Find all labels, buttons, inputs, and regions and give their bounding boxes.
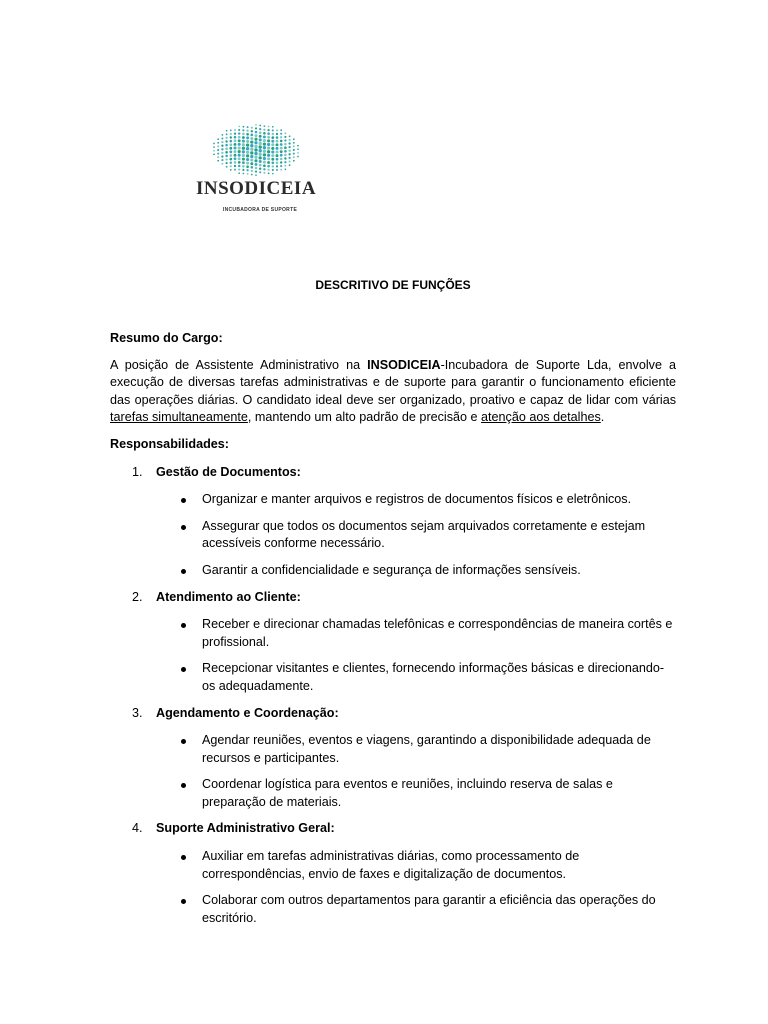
bullet-list xyxy=(110,732,676,811)
section-title-text: Gestão de Documentos: xyxy=(156,464,301,479)
logo-dot xyxy=(272,169,274,171)
bullet-icon xyxy=(181,855,186,860)
section-agendamento xyxy=(110,705,676,812)
logo-dot xyxy=(289,157,291,159)
logo-dot xyxy=(263,139,266,142)
logo-dot xyxy=(276,129,278,131)
logo-dot xyxy=(276,143,279,146)
logo-dot xyxy=(238,172,240,174)
logo-dot xyxy=(263,142,266,145)
logo-dot xyxy=(221,155,223,157)
section-number: 1. xyxy=(132,464,143,479)
list-item xyxy=(110,491,676,509)
logo-dot xyxy=(263,172,265,174)
logo-dot xyxy=(242,165,245,168)
logo-dot xyxy=(250,134,253,137)
logo-dot xyxy=(242,154,245,157)
logo-dot xyxy=(259,135,262,138)
logo-dot xyxy=(254,156,257,159)
logo-dot xyxy=(267,169,269,171)
logo-dot xyxy=(280,158,283,161)
logo-dot xyxy=(238,161,241,164)
logo-dot xyxy=(271,161,274,164)
logo-dot xyxy=(259,145,262,148)
list-item-text: Agendar reuniões, eventos e viagens, garantindo a disponibilidade adequada de recursos e participantes. xyxy=(202,733,651,765)
section-atendimento xyxy=(110,589,676,696)
logo-dot xyxy=(288,142,290,144)
logo-dot xyxy=(255,124,257,126)
underlined-text-2: atenção aos detalhes xyxy=(481,410,601,425)
section-title xyxy=(110,589,676,607)
section-number: 4. xyxy=(132,821,143,836)
bullet-icon xyxy=(181,498,186,503)
company-name: INSODICEIA xyxy=(367,357,441,372)
section-title-text: Atendimento ao Cliente: xyxy=(156,589,301,604)
section-gestao xyxy=(110,464,676,580)
logo-dot xyxy=(276,165,278,167)
logo-dot xyxy=(259,138,262,141)
logo-dot xyxy=(230,133,232,135)
logo-dot xyxy=(242,150,245,153)
logo-dot xyxy=(238,139,241,142)
logo-dot xyxy=(238,129,240,131)
logo-dot xyxy=(263,129,265,131)
logo-dot xyxy=(272,165,274,167)
logo-dot xyxy=(251,174,253,176)
logo-dot xyxy=(259,149,262,152)
logo-dot xyxy=(221,148,223,150)
logo-dot xyxy=(242,158,245,161)
logo-dot xyxy=(280,165,282,167)
list-item-text: Recepcionar visitantes e clientes, fornecendo informações básicas e direcionando-os adequadamente. xyxy=(202,661,665,693)
logo-dot xyxy=(280,161,282,163)
logo-dot xyxy=(221,145,223,147)
logo-dot xyxy=(280,140,283,143)
logo-dot xyxy=(217,153,219,155)
logo-dot xyxy=(230,169,232,171)
logo-dot xyxy=(246,158,249,161)
logo-dot xyxy=(229,151,232,154)
list-item-text: Coordenar logística para eventos e reuniões, incluindo reserva de salas e preparação de materiais. xyxy=(202,777,613,809)
logo-dot xyxy=(225,147,228,150)
document-body xyxy=(110,330,676,936)
logo-dot xyxy=(242,161,245,164)
section-number: 3. xyxy=(132,705,143,720)
logo-dot xyxy=(280,147,283,150)
section-title-text: Suporte Administrativo Geral: xyxy=(156,821,335,836)
logo-dot xyxy=(271,147,274,150)
logo-dot xyxy=(254,148,257,151)
logo-dot xyxy=(242,133,245,136)
logo-dot xyxy=(289,164,291,166)
logo-dot xyxy=(234,157,237,160)
logo-dot xyxy=(255,163,258,166)
logo-dot xyxy=(242,129,244,131)
logo-dot xyxy=(276,162,279,165)
logo-dot xyxy=(284,136,286,138)
logo-dot xyxy=(284,154,287,157)
resumo-text-4: . xyxy=(600,410,605,425)
logo-dot xyxy=(293,142,295,144)
logo-dot xyxy=(225,158,227,160)
logo-dot xyxy=(242,140,245,143)
logo-dot xyxy=(263,146,266,149)
logo-dot xyxy=(293,160,295,162)
logo-dot xyxy=(246,147,249,150)
section-title xyxy=(110,705,676,723)
logo-dot xyxy=(226,162,228,164)
section-suporte xyxy=(110,820,676,927)
list-item-text: Garantir a confidencialidade e segurança de informações sensíveis. xyxy=(202,562,581,577)
logo-dot xyxy=(263,164,266,167)
logo-dot xyxy=(280,154,283,157)
section-title xyxy=(110,820,676,838)
logo-dot xyxy=(238,126,240,128)
logo-dot xyxy=(284,143,287,146)
logo-dot xyxy=(217,156,219,158)
section-number: 2. xyxy=(132,589,143,604)
logo-dot xyxy=(243,173,245,175)
logo-dot xyxy=(225,144,228,147)
bullet-icon xyxy=(181,623,186,628)
logo-dot xyxy=(226,166,228,168)
list-item-text: Assegurar que todos os documentos sejam arquivados corretamente e estejam acessíveis conforme necessário. xyxy=(202,518,646,551)
bullet-icon xyxy=(181,525,186,530)
logo-dot xyxy=(271,140,274,143)
logo-dot xyxy=(276,158,279,161)
logo-dot xyxy=(272,173,274,175)
logo-dot xyxy=(267,154,270,157)
logo-dot xyxy=(297,145,299,147)
logo-dot xyxy=(263,168,265,170)
logo-dot xyxy=(259,164,262,167)
logo-dot xyxy=(250,162,253,165)
logo-dot xyxy=(259,142,262,145)
logo-dot xyxy=(217,149,219,151)
logo-dot xyxy=(280,129,282,131)
logo-dot xyxy=(268,126,270,128)
logo-dot xyxy=(230,165,232,167)
logo-dot xyxy=(246,140,249,143)
logo-dot xyxy=(217,145,219,147)
logo-dot xyxy=(250,140,253,143)
logo-dot xyxy=(254,145,257,148)
logo-dot xyxy=(297,148,299,150)
logo-dot xyxy=(280,169,282,171)
logo-dot xyxy=(226,133,228,135)
list-item xyxy=(110,848,676,883)
logo-dot xyxy=(263,153,266,156)
logo-dot xyxy=(229,154,232,157)
logo-dot xyxy=(284,139,286,141)
logo-dot xyxy=(276,136,279,139)
logo-dot xyxy=(217,142,219,144)
list-item xyxy=(110,518,676,553)
logo-dot xyxy=(238,154,241,157)
logo-dot xyxy=(267,143,270,146)
logo-dot xyxy=(255,174,257,176)
logo-dot xyxy=(246,154,249,157)
logo-dot xyxy=(259,125,261,127)
logo-dot xyxy=(271,143,274,146)
logo-dot xyxy=(246,151,249,154)
logo-dot xyxy=(268,172,270,174)
resumo-heading: Resumo do Cargo: xyxy=(110,331,223,345)
logo-dot xyxy=(271,150,274,153)
logo-dot xyxy=(250,144,253,147)
logo-dot xyxy=(254,141,257,144)
logo-subtitle: INCUBADORA DE SUPORTE xyxy=(222,207,298,213)
logo-dot xyxy=(247,173,249,175)
logo-dot xyxy=(267,146,270,149)
logo-dot xyxy=(297,156,299,158)
logo-dot xyxy=(238,132,240,134)
logo-dot xyxy=(267,136,270,139)
bullet-list xyxy=(110,848,676,927)
logo-dot xyxy=(272,126,274,128)
logo-dot xyxy=(234,165,236,167)
logo-dot xyxy=(285,169,287,171)
list-item xyxy=(110,892,676,927)
logo-dot xyxy=(246,162,249,165)
logo-dot xyxy=(271,158,274,161)
logo-dot xyxy=(221,159,223,161)
document-title: DESCRITIVO DE FUNÇÕES xyxy=(315,278,471,292)
logo-dot xyxy=(243,126,245,128)
logo-dot xyxy=(242,136,245,139)
bullet-list xyxy=(110,616,676,695)
logo-dot xyxy=(276,140,279,143)
list-item xyxy=(110,660,676,695)
logo-dot xyxy=(230,158,233,161)
resumo-paragraph xyxy=(110,357,676,427)
logo-dot xyxy=(271,136,274,139)
logo-dot xyxy=(259,167,261,169)
logo-dot xyxy=(280,150,283,153)
logo-name: INSODICEIA xyxy=(195,178,317,199)
logo-dot xyxy=(259,160,262,163)
logo-dot xyxy=(242,147,245,150)
logo-dot xyxy=(234,139,237,142)
logo-dot xyxy=(246,130,248,132)
logo-dot xyxy=(246,143,249,146)
logo-dot xyxy=(263,125,265,127)
logo-dot xyxy=(234,169,236,171)
logo-dot xyxy=(276,154,279,157)
logo-dot xyxy=(293,138,295,140)
logo-dot xyxy=(250,151,253,154)
logo-dot xyxy=(213,153,215,155)
logo-dot xyxy=(255,171,257,173)
logo-dot xyxy=(255,131,258,134)
logo-dot xyxy=(284,157,286,159)
logo-dot xyxy=(238,165,240,167)
logo-dot xyxy=(250,148,253,151)
logo-dot xyxy=(225,140,227,142)
logo-dot xyxy=(230,129,232,131)
logo-dot xyxy=(250,159,253,162)
logo-dot xyxy=(230,136,232,138)
logo-dot xyxy=(293,145,295,147)
logo-dot xyxy=(217,160,219,162)
responsabilidades-heading: Responsabilidades: xyxy=(110,436,229,451)
logo-dot xyxy=(221,138,223,140)
logo-dot xyxy=(289,161,291,163)
logo-dot xyxy=(255,134,258,137)
underlined-text-1: tarefas simultaneamente xyxy=(110,410,248,425)
logo-dot xyxy=(280,136,282,138)
logo-dot xyxy=(250,155,253,158)
logo-dot xyxy=(221,152,223,154)
list-item xyxy=(110,562,676,580)
logo-dot xyxy=(267,132,270,135)
logo-dot xyxy=(234,154,237,157)
logo-dot xyxy=(226,137,228,139)
resumo-text-1: A posição de Assistente Administrativo na xyxy=(110,357,368,372)
section-title-text: Agendamento e Coordenação: xyxy=(156,705,339,720)
section-title xyxy=(110,464,676,482)
logo-dot xyxy=(293,156,295,158)
logo-dot xyxy=(289,139,291,141)
resumo-text-2: -Incubadora de Suporte Lda, envolve a execução de diversas tarefas administrativas e de suporte para garantir o funcionamento eficiente das operações diárias. O candidato ideal deve ser organizado, proativo e capaz de lidar com várias xyxy=(110,357,676,407)
logo-dot xyxy=(276,133,278,135)
logo-dot xyxy=(246,169,248,171)
logo-dot xyxy=(263,135,266,138)
logo-dot xyxy=(230,140,233,143)
logo-dot xyxy=(229,147,232,150)
list-item-text: Auxiliar em tarefas administrativas diárias, como processamento de correspondências, envio de faxes e digitalização de documentos. xyxy=(202,849,580,881)
logo-dot xyxy=(238,136,241,139)
bullet-icon xyxy=(181,569,186,574)
logo-dot xyxy=(226,130,228,132)
logo-dot xyxy=(238,146,241,149)
list-item-text: Organizar e manter arquivos e registros de documentos físicos e eletrônicos. xyxy=(202,492,632,507)
logo-dot xyxy=(221,163,223,165)
logo-dot xyxy=(234,136,237,139)
logo-dot xyxy=(217,138,219,140)
logo-dot xyxy=(284,150,287,153)
bullet-icon xyxy=(181,667,186,672)
logo-dot xyxy=(284,146,287,149)
logo-dot xyxy=(225,155,228,158)
logo-dot xyxy=(259,153,262,156)
logo-dot xyxy=(288,146,290,148)
logo-dot xyxy=(288,150,290,152)
logo-dot xyxy=(263,150,266,153)
logo-dot xyxy=(238,157,241,160)
list-item xyxy=(110,776,676,811)
logo-dot xyxy=(268,129,270,131)
logo-dot xyxy=(255,127,257,129)
logo-dot xyxy=(251,130,253,132)
logo-dot xyxy=(272,133,274,135)
logo-dot xyxy=(255,167,258,170)
logo-dot xyxy=(259,156,262,159)
logo-dot xyxy=(276,151,279,154)
logo-dot xyxy=(225,151,228,154)
logo-dot xyxy=(230,162,232,164)
list-item-text: Receber e direcionar chamadas telefônicas e correspondências de maneira cortês e profissional. xyxy=(202,617,673,649)
logo-dot xyxy=(293,153,295,155)
company-logo xyxy=(176,118,336,218)
logo-dot xyxy=(267,161,270,164)
logo-dot xyxy=(234,143,237,146)
logo-dot xyxy=(251,127,253,129)
logo-dot xyxy=(234,150,237,153)
logo-dot xyxy=(234,129,236,131)
logo-dot xyxy=(289,135,291,137)
logo-dot xyxy=(213,146,215,148)
logo-dot xyxy=(251,170,253,172)
list-item-text: Colaborar com outros departamentos para garantir a eficiência das operações do escritório. xyxy=(202,893,656,925)
logo-dot xyxy=(247,126,249,128)
logo-dot xyxy=(267,150,270,153)
logo-dot xyxy=(229,143,232,146)
bullet-icon xyxy=(181,739,186,744)
logo-dot xyxy=(272,129,274,131)
logo-dot xyxy=(263,132,266,135)
logo-dot xyxy=(263,157,266,160)
logo-dot xyxy=(267,139,270,142)
bullet-icon xyxy=(181,899,186,904)
logo-dot xyxy=(246,136,249,139)
logo-dot xyxy=(254,138,257,141)
resumo-text-3: , mantendo um alto padrão de precisão e xyxy=(247,410,482,425)
logo-dot xyxy=(234,161,237,164)
bullet-icon xyxy=(181,783,186,788)
logo-dot xyxy=(234,147,237,150)
logo-dot xyxy=(242,143,245,146)
logo-dot xyxy=(288,153,290,155)
logo-dot xyxy=(259,171,261,173)
list-item xyxy=(110,732,676,767)
logo-dot xyxy=(254,159,257,162)
logo-dot xyxy=(251,166,254,169)
logo-dot xyxy=(293,149,295,151)
logo-dot xyxy=(271,154,274,157)
logo-dot xyxy=(242,169,244,171)
logo-dot xyxy=(267,165,270,168)
logo-dot xyxy=(276,147,279,150)
logo-dot xyxy=(250,137,253,140)
logo-dot xyxy=(221,141,223,143)
logo-dot xyxy=(254,152,257,155)
logo-dot xyxy=(284,161,286,163)
logo-dot xyxy=(213,150,215,152)
logo-dot xyxy=(234,132,236,134)
logo-dot xyxy=(238,150,241,153)
logo-dot xyxy=(267,157,270,160)
list-item xyxy=(110,616,676,651)
logo-dot xyxy=(284,132,286,134)
logo-dot xyxy=(280,133,282,135)
logo-dot xyxy=(259,131,262,134)
logo-dot xyxy=(238,143,241,146)
logo-dot xyxy=(246,133,249,136)
logo-dot xyxy=(259,128,261,130)
bullet-list xyxy=(110,491,676,579)
logo-dot xyxy=(276,169,278,171)
logo-dot xyxy=(246,165,249,168)
logo-dot xyxy=(284,165,286,167)
logo-dot xyxy=(280,143,283,146)
logo-dot xyxy=(297,152,299,154)
logo-dot xyxy=(213,143,215,145)
logo-dot xyxy=(222,134,224,136)
logo-dot xyxy=(263,161,266,164)
logo-dot xyxy=(238,169,240,171)
